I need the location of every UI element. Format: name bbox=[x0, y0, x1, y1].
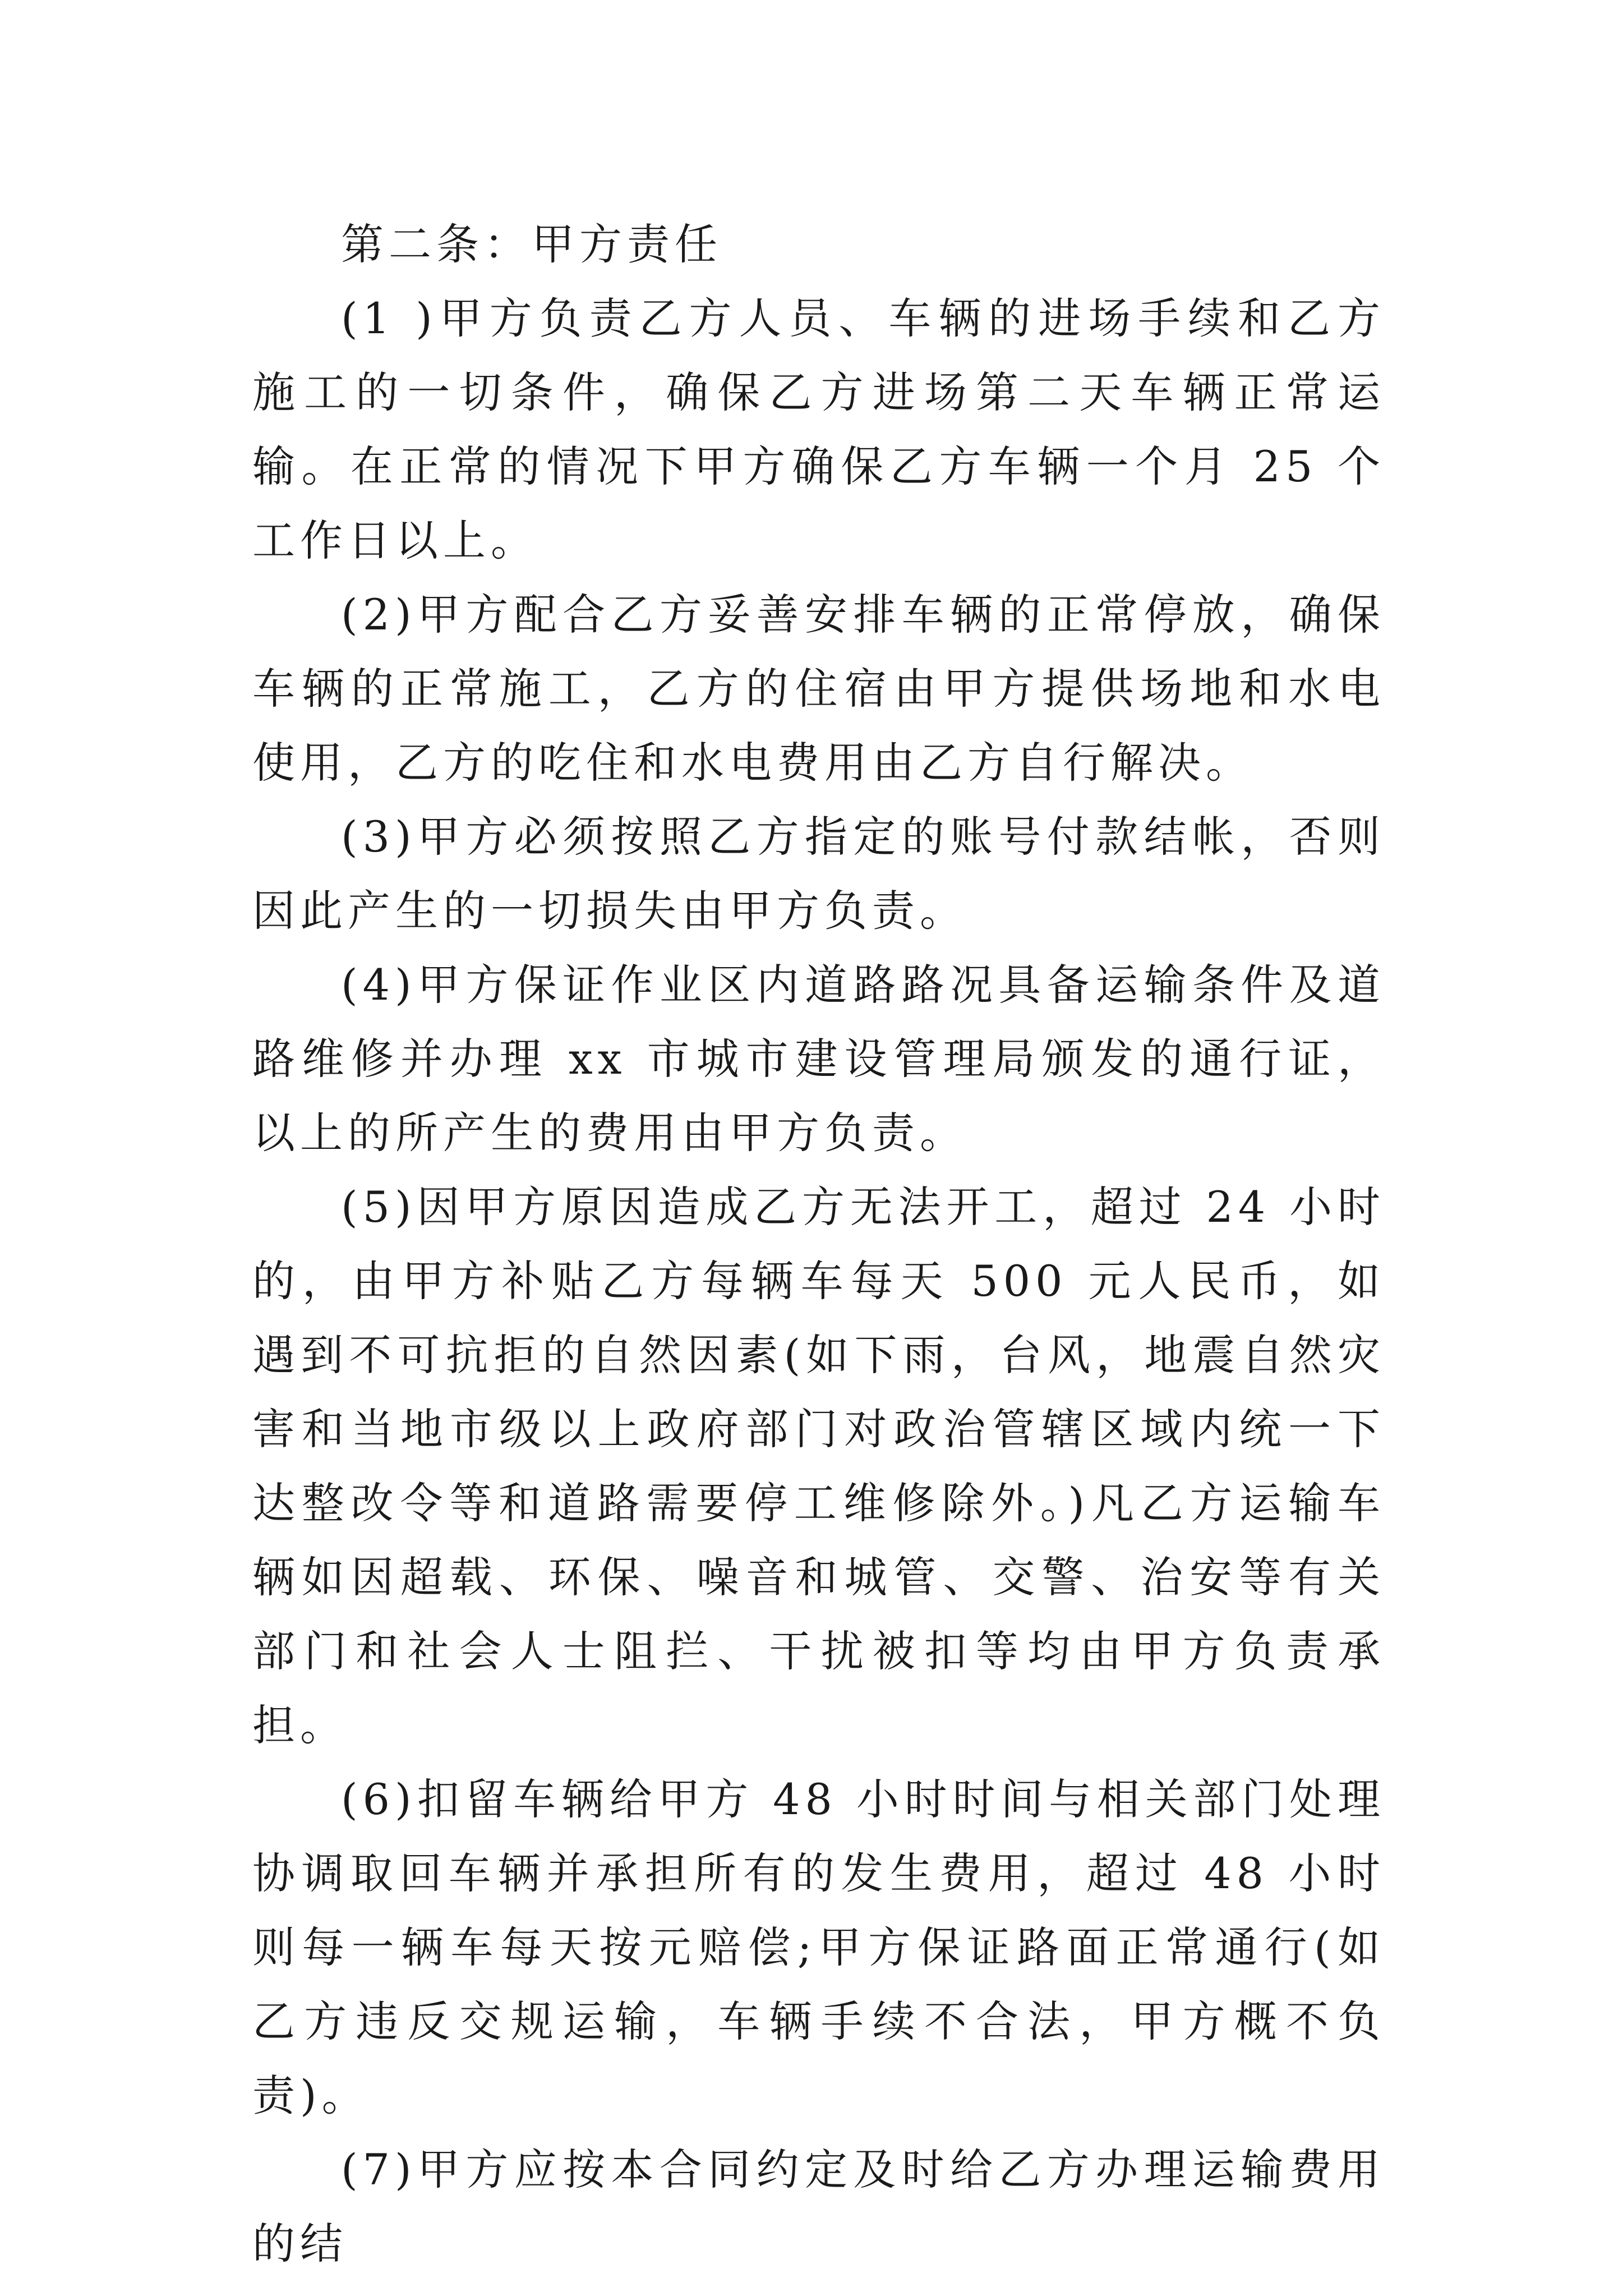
clause-4: (4)甲方保证作业区内道路路况具备运输条件及道路维修并办理 xx 市城市建设管理局颁发的通行证，以上的所产生的费用由甲方负责。 bbox=[252, 960, 1385, 1158]
document-body bbox=[252, 208, 1385, 2281]
section-heading: 第二条：甲方责任 bbox=[341, 219, 722, 269]
clause-5: (5)因甲方原因造成乙方无法开工，超过 24 小时的，由甲方补贴乙方每辆车每天 500 元人民币，如遇到不可抗拒的自然因素(如下雨，台风，地震自然灾害和当地市级以上政府部门对政治管辖区域内统一下达整改令等和道路需要停工维修除外。)凡乙方运输车辆如因超载、环保、噪音和城管、交警、治安等有关部门和社会人士阻拦、干扰被扣等均由甲方负责承担。 bbox=[252, 1182, 1385, 1750]
clause-2: (2)甲方配合乙方妥善安排车辆的正常停放，确保车辆的正常施工，乙方的住宿由甲方提供场地和水电使用，乙方的吃住和水电费用由乙方自行解决。 bbox=[252, 590, 1385, 788]
clause-1: (1 )甲方负责乙方人员、车辆的进场手续和乙方施工的一切条件，确保乙方进场第二天车辆正常运输。在正常的情况下甲方确保乙方车辆一个月 25 个工作日以上。 bbox=[252, 293, 1385, 565]
clause-6: (6)扣留车辆给甲方 48 小时时间与相关部门处理协调取回车辆并承担所有的发生费用，超过 48 小时则每一辆车每天按元赔偿;甲方保证路面正常通行(如乙方违反交规运输，车辆手续不合法，甲方概不负责)。 bbox=[252, 1774, 1385, 2120]
clause-3: (3)甲方必须按照乙方指定的账号付款结帐，否则因此产生的一切损失由甲方负责。 bbox=[252, 812, 1385, 936]
clause-7: (7)甲方应按本合同约定及时给乙方办理运输费用的结 bbox=[252, 2145, 1385, 2269]
